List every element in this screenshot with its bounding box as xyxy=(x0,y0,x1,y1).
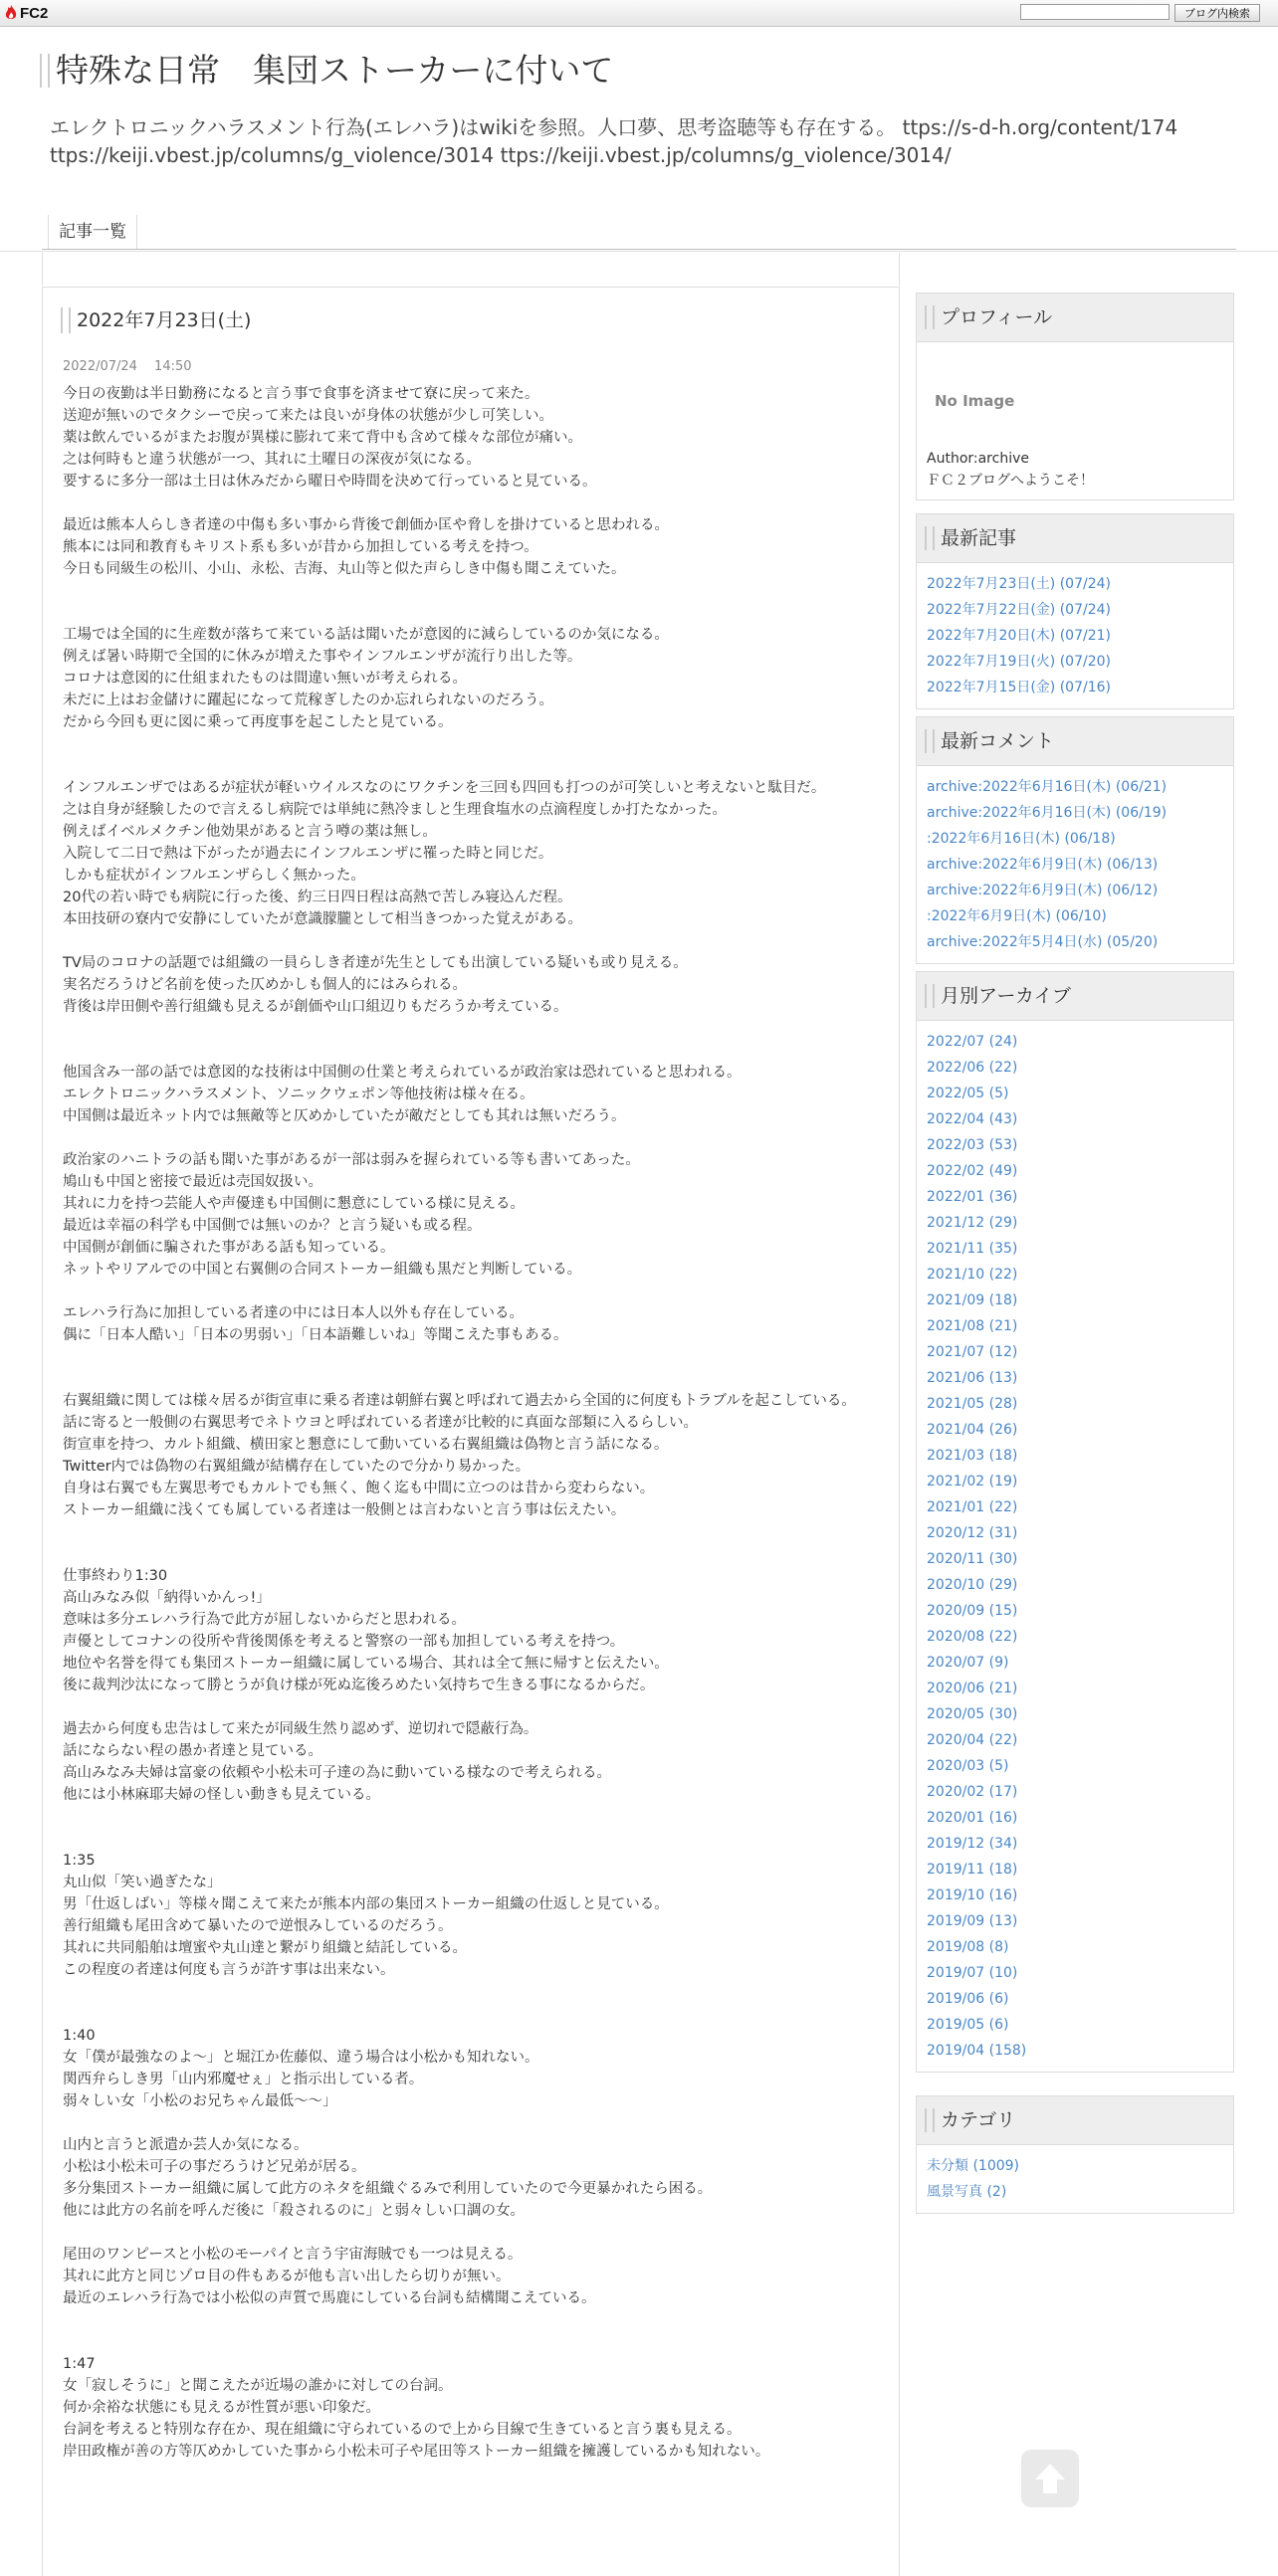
nav-divider xyxy=(42,249,1236,250)
entry-line: 1:47 xyxy=(63,2356,96,2372)
paragraph-spacer xyxy=(63,2222,879,2244)
archive-month-link[interactable]: 2021/06 (13) xyxy=(927,1370,1018,1386)
entry-line: 自身は右翼でも左翼思考でもカルトでも無く、飽く迄も中間に立つのは昔から変わらない。 xyxy=(63,1481,655,1496)
archive-month-link[interactable]: 2021/01 (22) xyxy=(927,1499,1018,1515)
paragraph-spacer xyxy=(63,1696,879,1718)
plugin-categories-header xyxy=(917,2095,1233,2145)
entry-line: 其れに共同船舶は壇蜜や丸山達と繋がり組織と結託している。 xyxy=(63,1940,467,1956)
entry-line: 高山みなみ夫婦は富豪の依頼や小松未可子達の為に動いている様なので考えられる。 xyxy=(63,1765,611,1781)
recent-comment-link[interactable]: :2022年6月16日(木) (06/18) xyxy=(927,831,1116,847)
plugin-archives-header xyxy=(917,971,1233,1021)
paragraph-spacer xyxy=(63,1127,879,1149)
archive-month-link[interactable]: 2019/08 (8) xyxy=(927,1939,1009,1955)
entry-line: 送迎が無いのでタクシーで戻って来たは良いが身体の状態が少し可笑しい。 xyxy=(63,408,553,424)
entry-line: 山内と言うと派遣か芸人か気になる。 xyxy=(63,2137,309,2153)
recent-comments-list xyxy=(917,766,1233,963)
archive-month-link[interactable]: 2020/11 (30) xyxy=(927,1551,1018,1567)
paragraph-spacer xyxy=(63,1018,879,1062)
plugin-categories xyxy=(916,2095,1234,2214)
category-link[interactable]: 風景写真 (2) xyxy=(927,2184,1007,2200)
entry-line: 入院して二日で熱は下がったが過去にインフルエンザに罹った時と同じだ。 xyxy=(63,846,553,862)
entry-line: 丸山似「笑い過ぎたな」 xyxy=(63,1875,222,1890)
archive-month-link[interactable]: 2021/12 (29) xyxy=(927,1215,1018,1231)
recent-comment-link[interactable]: archive:2022年6月9日(木) (06/12) xyxy=(927,883,1159,898)
archive-month-link[interactable]: 2020/09 (15) xyxy=(927,1603,1018,1619)
entry-line: 1:35 xyxy=(63,1853,96,1869)
recent-comment-link[interactable]: archive:2022年6月9日(木) (06/13) xyxy=(927,857,1159,873)
archive-month-link[interactable]: 2021/09 (18) xyxy=(927,1292,1018,1308)
archive-month-link[interactable]: 2021/10 (22) xyxy=(927,1267,1018,1283)
entry-line: 最近のエレハラ行為では小松似の声質で馬鹿にしている台詞も結構聞こえている。 xyxy=(63,2290,596,2306)
entry-line: 未だに上はお金儲けに躍起になって荒稼ぎしたのか忘れられないのだろう。 xyxy=(63,693,553,708)
categories-list xyxy=(917,2145,1233,2213)
archive-month-link[interactable]: 2020/05 (30) xyxy=(927,1706,1018,1722)
entry-line: 他には小林麻耶夫婦の怪しい動きも見えている。 xyxy=(63,1787,380,1803)
archive-month-link[interactable]: 2020/12 (31) xyxy=(927,1525,1018,1541)
archive-month-link[interactable]: 2019/12 (34) xyxy=(927,1836,1018,1852)
archive-month-link[interactable]: 2021/08 (21) xyxy=(927,1318,1018,1334)
entry-line: 街宣車を持つ、カルト組織、横田家と懇意にして動いている右翼組織は偽物と言う話になる。 xyxy=(63,1437,669,1453)
entry-line: この程度の者達は何度も言うが許す事は出来ない。 xyxy=(63,1962,395,1978)
paragraph-spacer xyxy=(63,580,879,624)
plugin-profile-body xyxy=(917,342,1233,499)
blog-description: エレクトロニックハラスメント行為(エレハラ)はwikiを参照。人口夢、思考盗聴等も存在する。 ttps://s-d-h.org/content/174 ttps://keiji.vbest.jp/columns/g_violence/3014 ttps://keiji.vbest.jp/columns/g_violence/3014/ xyxy=(50,115,1178,167)
archive-month-link[interactable]: 2022/05 (5) xyxy=(927,1086,1009,1101)
title-decoration-bar xyxy=(40,54,50,88)
fc2-logo-text: FC2 xyxy=(20,4,49,22)
archive-month-link[interactable]: 2022/01 (36) xyxy=(927,1189,1018,1205)
archive-month-link[interactable]: 2019/10 (16) xyxy=(927,1887,1018,1903)
entry-line: ネットやリアルでの中国と右翼側の合同ストーカー組織も黒だと判断している。 xyxy=(63,1262,582,1278)
archive-month-link[interactable]: 2020/06 (21) xyxy=(927,1681,1018,1696)
nav-item-entry-list[interactable]: 記事一覧 xyxy=(48,215,137,249)
entry-line: 1:40 xyxy=(63,2028,96,2044)
paragraph-spacer xyxy=(63,2112,879,2134)
entry-line: 右翼組織に関しては様々居るが街宣車に乗る者達は朝鮮右翼と呼ばれて過去から全国的に何度もトラブルを起こしている。 xyxy=(63,1393,856,1409)
recent-comment-link[interactable]: archive:2022年5月4日(水) (05/20) xyxy=(927,934,1159,950)
plugin-recent-comments-title: 最新コメント xyxy=(941,730,1055,752)
entry-line: 後に裁判沙汰になって勝とうが負け様が死ぬ迄後ろめたい気持ちで生きる事になるからだ。 xyxy=(63,1678,655,1693)
archive-month-link[interactable]: 2022/03 (53) xyxy=(927,1137,1018,1153)
plugin-header-bar xyxy=(925,984,935,1008)
entry-line: TV局のコロナの話題では組織の一員らしき者達が先生としても出演している疑いも或り見える。 xyxy=(63,955,688,971)
entry-line: 尾田のワンピースと小松のモーパイと言う宇宙海賊でも一つは見える。 xyxy=(63,2247,523,2263)
entry-line: 関西弁らしき男「山内邪魔せぇ」と指示出している者。 xyxy=(63,2072,424,2087)
entry-line: 例えば暑い時期で全国的に休みが増えた事やインフルエンザが流行り出した等。 xyxy=(63,649,582,665)
paragraph-spacer xyxy=(63,2309,879,2353)
entry-line: 政治家のハニトラの話も聞いた事があるが一部は弱みを握られている等も書いてあった。 xyxy=(63,1152,640,1168)
entry-line: 多分集団ストーカー組織に属して此方のネタを組織ぐるみで利用していたので今更暴かれたら困る。 xyxy=(63,2181,713,2197)
main-column xyxy=(42,287,900,2576)
entry-date: 2022/07/24 14:50 xyxy=(63,359,192,374)
entry-line: Twitter内では偽物の右翼組織が結構存在していたので分かり易かった。 xyxy=(63,1459,531,1475)
header-divider xyxy=(0,251,1278,252)
entry-line: 工場では全国的に生産数が落ちて来ている話は聞いたが意図的に減らしているのか気になる。 xyxy=(63,627,669,643)
entry-line: 本田技研の寮内で安静にしていたが意識朦朧として相当きつかった覚えがある。 xyxy=(63,911,582,927)
category-link[interactable]: 未分類 (1009) xyxy=(927,2158,1020,2174)
profile-welcome: ＦＣ２ブログへようこそ！ xyxy=(927,473,1094,489)
entry-line: ストーカー組織に浅くても属している者達は一般側とは言わないと言う事は伝えたい。 xyxy=(63,1502,626,1518)
paragraph-spacer xyxy=(63,493,879,514)
entry-line: 女「寂しそうに」と聞こえたが近場の誰かに対しての台詞。 xyxy=(63,2378,453,2394)
entry-line: インフルエンザではあるが症状が軽いウイルスなのにワクチンを三回も四回も打つのが可笑しいと考えないと駄目だ。 xyxy=(63,780,826,796)
entry-line: 之は自身が経験したので言えるし病院では単純に熱冷ましと生理食塩水の点滴程度しか打たなかった。 xyxy=(63,802,727,818)
plugin-recent-entries-title: 最新記事 xyxy=(941,527,1017,549)
recent-entry-link[interactable]: 2022年7月23日(土) (07/24) xyxy=(927,576,1111,592)
entry-line: 男「仕返しばい」等様々聞こえて来たが熊本内部の集団ストーカー組織の仕返しと見ている。 xyxy=(63,1896,669,1912)
entry-line: 過去から何度も忠告はして来たが同級生然り認めず、逆切れで隠蔽行為。 xyxy=(63,1721,538,1737)
entry-line: 今日も同級生の松川、小山、永松、吉海、丸山等と似た声らしき中傷も聞こえていた。 xyxy=(63,561,626,577)
plugin-header-bar xyxy=(925,305,935,329)
entry-line: 例えばイベルメクチン他効果があると言う噂の薬は無し。 xyxy=(63,824,437,840)
archive-month-link[interactable]: 2020/07 (9) xyxy=(927,1655,1009,1671)
plugin-header-bar xyxy=(925,526,935,550)
entry-line: 地位や名誉を得ても集団ストーカー組織に属している場合、其れは全て無に帰すと伝えたい。 xyxy=(63,1656,669,1672)
archive-month-link[interactable]: 2019/11 (18) xyxy=(927,1862,1018,1878)
entry-line: 台詞を考えると特別な存在か、現在組織に守られているので上から目線で生きていると言う裏も見える。 xyxy=(63,2422,742,2438)
entry-line: 小松は小松未可子の事だろうけど兄弟が居る。 xyxy=(63,2159,366,2175)
entry-title-bar xyxy=(61,307,71,333)
entry-line: 今日の夜勤は半日勤務になると言う事で食事を済ませて寮に戻って来た。 xyxy=(63,386,539,402)
archive-month-link[interactable]: 2020/01 (16) xyxy=(927,1810,1018,1826)
profile-no-image: No Image xyxy=(935,392,1015,410)
archive-month-link[interactable]: 2021/04 (26) xyxy=(927,1422,1018,1438)
archive-month-link[interactable]: 2020/04 (22) xyxy=(927,1732,1018,1748)
entry-line: 其れに此方と同じゾロ目の件もあるが他も言い出したら切りが無い。 xyxy=(63,2269,511,2284)
entry-line: 20代の若い時でも病院に行った後、約三日四日程は高熱で苦しみ寝込んだ程。 xyxy=(63,890,572,905)
arrow-up-icon xyxy=(1021,2450,1079,2507)
archive-month-link[interactable]: 2019/05 (6) xyxy=(927,2017,1009,2033)
archive-month-link[interactable]: 2021/07 (12) xyxy=(927,1344,1018,1360)
paragraph-spacer xyxy=(63,930,879,952)
archive-month-link[interactable]: 2019/04 (158) xyxy=(927,2043,1027,2059)
blog-search-button[interactable]: ブログ内検索 xyxy=(1174,4,1260,22)
fc2-flame-icon xyxy=(4,5,18,21)
archive-month-link[interactable]: 2020/08 (22) xyxy=(927,1629,1018,1645)
recent-entries-list xyxy=(917,563,1233,708)
entry-line: 最近は熊本人らしき者達の中傷も多い事から背後で創価か匡や脅しを掛けていると思われる。 xyxy=(63,517,669,533)
archive-month-link[interactable]: 2022/06 (22) xyxy=(927,1060,1018,1076)
paragraph-spacer xyxy=(63,733,879,777)
recent-entry-link[interactable]: 2022年7月20日(木) (07/21) xyxy=(927,628,1111,644)
entry-line: エレクトロニックハラスメント、ソニックウェポン等他技術は様々在る。 xyxy=(63,1087,534,1102)
entry-line: 薬は飲んでいるがまたお腹が異様に膨れて来て背中も含めて様々な部位が痛い。 xyxy=(63,430,582,446)
entry-line: 高山みなみ似「納得いかんっ!」 xyxy=(63,1590,271,1606)
blog-title[interactable]: 特殊な日常 集団ストーカーに付いて xyxy=(56,51,614,90)
entry-line: 熊本には同和教育もキリスト系も多いが昔から加担している考えを持つ。 xyxy=(63,539,538,555)
plugin-recent-comments xyxy=(916,716,1234,964)
sidebar xyxy=(916,253,1234,2555)
plugin-archives xyxy=(916,971,1234,2073)
plugin-recent-comments-header xyxy=(917,716,1233,766)
entry-line: コロナは意図的に仕組まれたものは間違い無いが考えられる。 xyxy=(63,671,467,687)
archives-list xyxy=(917,1021,1233,2072)
recent-comment-link[interactable]: archive:2022年6月16日(木) (06/19) xyxy=(927,805,1168,821)
plugin-categories-title: カテゴリ xyxy=(941,2109,1016,2131)
plugin-archives-title: 月別アーカイブ xyxy=(941,985,1071,1007)
entry-line: 意味は多分エレハラ行為で此方が屈しないからだと思われる。 xyxy=(63,1612,466,1628)
entry-line: 話にならない程の愚か者達と見ている。 xyxy=(63,1743,322,1759)
plugin-profile-title: プロフィール xyxy=(941,306,1053,328)
archive-month-link[interactable]: 2020/02 (17) xyxy=(927,1784,1018,1800)
archive-month-link[interactable]: 2021/11 (35) xyxy=(927,1241,1018,1257)
entry-line: 話に寄ると一般側の右翼思考でネトウヨと呼ばれている者達が比較的に真面な部類に入るらしい。 xyxy=(63,1415,698,1431)
archive-month-link[interactable]: 2022/02 (49) xyxy=(927,1163,1018,1179)
entry-line: 仕事終わり1:30 xyxy=(63,1568,168,1584)
archive-month-link[interactable]: 2021/02 (19) xyxy=(927,1474,1018,1489)
recent-entry-link[interactable]: 2022年7月15日(金) (07/16) xyxy=(927,680,1111,695)
entry-line: 女「僕が最強なのよ～」と堀江か佐藤似、違う場合は小松かも知れない。 xyxy=(63,2050,539,2066)
plugin-recent-entries-header xyxy=(917,513,1233,563)
entry-line: 何か余裕な状態にも見えるが性質が悪い印象だ。 xyxy=(63,2400,380,2416)
fc2-toolbar xyxy=(0,0,1278,27)
entry-line: しかも症状がインフルエンザらしく無かった。 xyxy=(63,868,365,884)
archive-month-link[interactable]: 2019/06 (6) xyxy=(927,1991,1009,2007)
entry-line: 之は何時もと違う状態が一つ、其れに土曜日の深夜が気になる。 xyxy=(63,452,481,468)
archive-month-link[interactable]: 2020/03 (5) xyxy=(927,1758,1009,1774)
entry-line: 最近は幸福の科学も中国側では無いのか？と言う疑いも或る程。 xyxy=(63,1218,482,1234)
entry-line: 実名だろうけど名前を使った仄めかしも個人的にはみられる。 xyxy=(63,977,467,993)
entry-line: 他には此方の名前を呼んだ後に「殺されるのに」と弱々しい口調の女。 xyxy=(63,2203,525,2219)
paragraph-spacer xyxy=(63,1346,879,1390)
recent-comment-link[interactable]: :2022年6月9日(木) (06/10) xyxy=(927,908,1107,924)
paragraph-spacer xyxy=(63,1281,879,1302)
entry-line: 岸田政権が善の方等仄めかしていた事から小松未可子や尾田等ストーカー組織を擁護しているかも知れない。 xyxy=(63,2444,770,2460)
entry-line: 其れに力を持つ芸能人や声優達も中国側に懇意にしている様に見える。 xyxy=(63,1196,525,1212)
plugin-profile xyxy=(916,293,1234,500)
entry-line: だから今回も更に図に乗って再度事を起こしたと見ている。 xyxy=(63,714,453,730)
archive-month-link[interactable]: 2021/05 (28) xyxy=(927,1396,1018,1412)
blog-search-input[interactable] xyxy=(1020,4,1170,20)
entry-title[interactable]: 2022年7月23日(土) xyxy=(77,309,252,331)
entry-line: 中国側が創価に騙された事がある話も知っている。 xyxy=(63,1240,395,1256)
entry-line: 要するに多分一部は土日は休みだから曜日や時間を決めて行っていると見ている。 xyxy=(63,474,597,490)
entry-line: 背後は岸田側や善行組織も見えるが創価や山口組辺りもだろうか考えている。 xyxy=(63,999,568,1015)
plugin-header-bar xyxy=(925,2108,935,2132)
back-to-top-button[interactable] xyxy=(1021,2450,1079,2507)
profile-author: Author:archive xyxy=(927,451,1029,467)
paragraph-spacer xyxy=(63,1981,879,2025)
fc2-logo[interactable] xyxy=(4,4,48,22)
recent-entry-link[interactable]: 2022年7月19日(火) (07/20) xyxy=(927,654,1111,670)
archive-month-link[interactable]: 2022/07 (24) xyxy=(927,1034,1018,1050)
entry-line: 鳩山も中国と密接で最近は売国奴扱い。 xyxy=(63,1174,322,1190)
archive-month-link[interactable]: 2019/09 (13) xyxy=(927,1913,1018,1929)
paragraph-spacer xyxy=(63,1806,879,1850)
plugin-recent-entries xyxy=(916,513,1234,709)
entry-line: 中国側は最近ネット内では無敵等と仄めかしていたが敵だとしても其れは無いだろう。 xyxy=(63,1108,626,1124)
recent-entry-link[interactable]: 2022年7月22日(金) (07/24) xyxy=(927,602,1111,618)
archive-month-link[interactable]: 2020/10 (29) xyxy=(927,1577,1018,1593)
entry-line: 善行組織も尾田含めて暴いたので逆恨みしているのだろう。 xyxy=(63,1918,453,1934)
paragraph-spacer xyxy=(63,1521,879,1565)
plugin-profile-header xyxy=(917,293,1233,342)
entry-line: 偶に「日本人酷い」「日本の男弱い」「日本語難しいね」等聞こえた事もある。 xyxy=(63,1327,568,1343)
main-column-top xyxy=(42,253,900,286)
entry-body xyxy=(63,383,879,2463)
recent-comment-link[interactable]: archive:2022年6月16日(木) (06/21) xyxy=(927,779,1168,795)
archive-month-link[interactable]: 2022/04 (43) xyxy=(927,1111,1018,1127)
entry-line: 弱々しい女「小松のお兄ちゃん最低～～」 xyxy=(63,2093,337,2109)
entry-line: 声優としてコナンの役所や背後関係を考えると警察の一部も加担している考えを持つ。 xyxy=(63,1634,625,1650)
entry-line: 他国含み一部の話では意図的な技術は中国側の仕業と考えられているが政治家は恐れていると思われる。 xyxy=(63,1065,742,1081)
archive-month-link[interactable]: 2021/03 (18) xyxy=(927,1448,1018,1464)
entry-line: エレハラ行為に加担している者達の中には日本人以外も存在している。 xyxy=(63,1305,524,1321)
plugin-header-bar xyxy=(925,729,935,753)
archive-month-link[interactable]: 2019/07 (10) xyxy=(927,1965,1018,1981)
